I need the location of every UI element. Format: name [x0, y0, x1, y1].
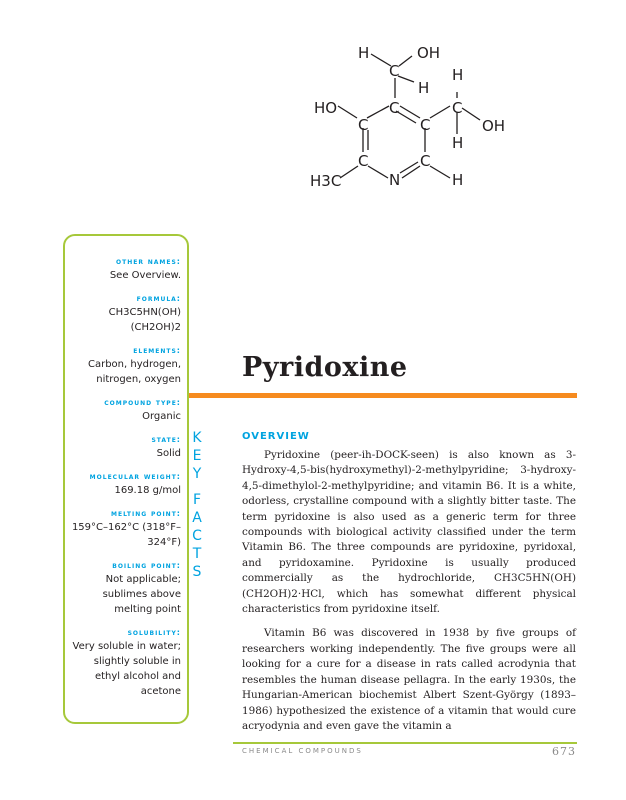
fact-label: other names: — [116, 257, 181, 266]
atom-oh: OH — [417, 44, 441, 62]
fact-value: Carbon, hydrogen, nitrogen, oxygen — [87, 359, 181, 385]
atom-h: H — [452, 66, 464, 84]
fact-state — [71, 434, 181, 461]
atom-h3c: H3C — [310, 172, 342, 190]
tab-letter: A — [192, 510, 202, 526]
tab-letter: C — [192, 528, 202, 544]
fact-label: elements: — [133, 346, 181, 355]
fact-value: CH3C5HN(OH)(CH2OH)2 — [108, 307, 181, 333]
paragraph: Pyridoxine (peer-ih-DOCK-seen) is also known as 3-Hydroxy-4,5-bis(hydroxymethyl)-2-methylpyridine; 3-hydroxy-4,5-dimethylol-2-methylpyridine; and vitamin B6. It is a white, odorless, crystalline compound with a slightly bitter taste. The term pyridoxine is also used as a generic term for three compounds with biological activity classified under the term Vitamin B6. The three compounds are pyridoxine, pyridoxal, and pyridoxamine. Pyridoxine is usually produced commercially as the hydrochloride, CH3C5HN(OH)(CH2OH)2·HCl, which has somewhat different physical characteristics from pyridoxine itself. — [242, 449, 576, 616]
paragraph: Vitamin B6 was discovered in 1938 by five groups of researchers working independently. The five groups were all looking for a cure for a disease in rats called acrodynia that resembles the human disease pellagra. In the early 1930s, the Hungarian-American biochemist Albert Szent-György (1893–1986) hypothesized the existence of a vitamin that would cure acryodynia and even gave the vitamin a — [242, 627, 576, 732]
bond — [430, 166, 450, 178]
page-number: 673 — [552, 745, 576, 758]
fact-label: boiling point: — [112, 561, 181, 570]
bond — [338, 106, 357, 118]
bond — [462, 108, 480, 120]
title-rule — [189, 393, 577, 398]
atom-h: H — [452, 134, 464, 152]
pyridoxine-structure-diagram — [290, 38, 520, 198]
bond — [398, 76, 414, 82]
fact-melting-point — [71, 508, 181, 550]
fact-label: formula: — [136, 294, 181, 303]
fact-solubility — [71, 627, 181, 699]
fact-label: melting point: — [111, 509, 181, 518]
bond — [340, 166, 358, 178]
fact-label: state: — [151, 435, 181, 444]
footer-label: CHEMICAL COMPOUNDS — [242, 747, 363, 755]
tab-letter: S — [192, 564, 202, 580]
fact-boiling-point — [71, 560, 181, 617]
tab-letter: K — [192, 430, 202, 446]
bond — [400, 162, 418, 173]
fact-elements — [71, 345, 181, 387]
atom-c: C — [420, 152, 431, 170]
footer-rule — [233, 742, 577, 744]
fact-label: molecular weight: — [89, 472, 181, 481]
fact-value: See Overview. — [109, 270, 181, 281]
fact-value: 169.18 g/mol — [114, 485, 181, 496]
atom-c: C — [452, 99, 463, 117]
bond — [367, 106, 389, 118]
atom-h: H — [452, 171, 464, 189]
fact-label: compound type: — [104, 398, 181, 407]
page-title: Pyridoxine — [242, 352, 408, 383]
bond — [399, 56, 412, 66]
atom-c: C — [358, 116, 369, 134]
fact-value: Organic — [142, 411, 181, 422]
atom-n: N — [389, 171, 401, 189]
bond — [430, 106, 450, 118]
tab-letter: Y — [192, 466, 202, 482]
overview-heading: OVERVIEW — [242, 431, 310, 442]
key-facts-box — [63, 234, 189, 724]
tab-letter: E — [192, 448, 202, 464]
atom-c: C — [420, 116, 431, 134]
fact-value: Very soluble in water; slightly soluble in ethyl alcohol and acetone — [72, 641, 181, 697]
fact-molecular-weight — [71, 471, 181, 498]
fact-other-names — [71, 256, 181, 283]
bond — [402, 166, 420, 178]
atom-c: C — [358, 152, 369, 170]
atom-ho: HO — [314, 99, 338, 117]
fact-compound-type — [71, 397, 181, 424]
bond — [400, 106, 420, 118]
bond — [371, 54, 391, 66]
tab-letter: F — [192, 492, 202, 508]
atom-oh: OH — [482, 117, 506, 135]
tab-letter — [187, 484, 207, 492]
atom-h: H — [358, 44, 370, 62]
fact-value: 159°C–162°C (318°F–324°F) — [71, 522, 181, 548]
fact-value: Not applicable; sublimes above melting point — [102, 574, 181, 615]
fact-label: solubility: — [127, 628, 181, 637]
atom-c: C — [389, 99, 400, 117]
fact-value: Solid — [156, 448, 181, 459]
fact-formula — [71, 293, 181, 335]
atom-h: H — [418, 79, 430, 97]
tab-letter: T — [192, 546, 202, 562]
key-facts-tab — [187, 430, 207, 580]
overview-body — [242, 448, 576, 743]
bond — [368, 166, 388, 178]
atom-c: C — [389, 62, 400, 80]
